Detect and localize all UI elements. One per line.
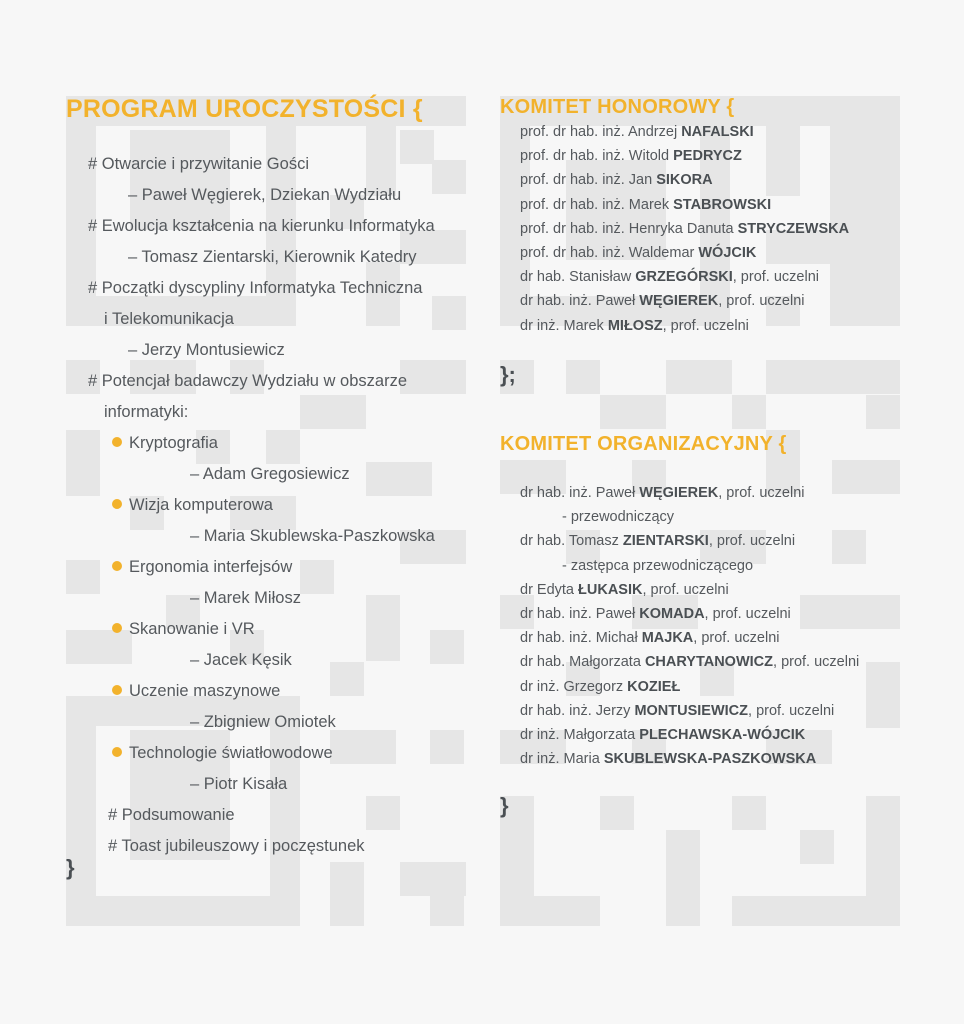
program-topic-text: Wizja komputerowa [129,496,273,514]
member-title-firstname: dr hab. inż. Paweł [520,606,640,622]
program-speaker-text: – Tomasz Zientarski, Kierownik Katedry [128,248,417,266]
member-title-firstname: dr inż. Małgorzata [520,727,640,743]
member-surname: GRZEGÓRSKI [635,269,733,286]
member-surname: ZIENTARSKI [622,533,709,550]
honorary-committee-title: KOMITET HONOROWY { [500,96,735,118]
program-topic-speaker-text: – Marek Miłosz [190,589,301,607]
program-topic-speaker [190,775,287,794]
program-topic-text: Skanowanie i VR [129,620,255,638]
program-item-continuation-text: i Telekomunikacja [104,310,234,328]
member-surname: ŁUKASIK [578,581,643,598]
member-affiliation: , prof. uczelni [718,293,805,310]
committee-member [520,654,859,670]
program-item [108,806,235,825]
member-surname: PLECHAWSKA-WÓJCIK [639,727,806,743]
program-item [108,837,365,856]
program-speaker [128,186,401,205]
committee-member [520,582,729,598]
program-speaker-text: – Jerzy Montusiewicz [128,341,285,359]
member-affiliation: , prof. uczelni [704,606,791,622]
member-affiliation: , prof. uczelni [642,581,729,598]
committee-member [520,148,742,164]
member-surname: STRYCZEWSKA [737,220,850,237]
member-title-firstname: prof. dr hab. inż. Andrzej [520,124,682,140]
program-topic-speaker-text: – Maria Skublewska-Paszkowska [190,527,435,545]
program-item-text: # Otwarcie i przywitanie Gości [88,155,309,173]
program-topic [112,744,333,763]
program-topic-speaker-text: – Jacek Kęsik [190,651,292,669]
member-title-firstname: prof. dr hab. inż. Witold [520,148,674,165]
program-topic-speaker [190,527,435,546]
program-item [88,372,407,391]
program-topic [112,620,255,639]
program-topic [112,434,218,453]
program-topic-text: Technologie światłowodowe [129,744,333,762]
organizing-committee-title: KOMITET ORGANIZACYJNY { [500,433,787,455]
member-surname: KOMADA [639,606,705,622]
member-title-firstname: prof. dr hab. inż. Jan [520,172,657,189]
member-surname: STABROWSKI [673,196,772,213]
member-surname: SIKORA [656,172,713,189]
program-item-text: # Potencjał badawczy Wydziału w obszarze [88,372,408,390]
member-title-firstname: dr hab. Stanisław [520,269,636,286]
program-topic-speaker [190,651,292,670]
program-topic [112,682,280,701]
program-speaker [128,248,417,267]
member-surname: MONTUSIEWICZ [634,702,749,719]
committee-member [520,703,834,719]
program-item [88,279,422,298]
program-topic-speaker-text: – Zbigniew Omiotek [190,713,336,731]
program-item-continuation [104,310,234,329]
organizing-closing-brace: } [500,793,509,818]
program-topic-speaker [190,589,301,608]
committee-member [520,318,749,334]
member-title-firstname: dr inż. Grzegorz [520,678,628,695]
member-surname: PEDRYCZ [673,148,742,165]
program-item [88,217,435,236]
committee-member [520,245,756,261]
member-surname: MAJKA [641,630,694,647]
member-surname: MIŁOSZ [607,317,663,334]
member-title-firstname: dr hab. inż. Jerzy [520,702,635,719]
member-affiliation: , prof. uczelni [748,702,835,719]
member-role: - przewodniczący [562,509,675,526]
member-surname: WĘGIEREK [639,485,719,501]
program-topic-text: Kryptografia [129,434,218,452]
member-affiliation: , prof. uczelni [662,317,749,334]
committee-member [520,172,713,188]
member-title-firstname: dr inż. Maria [520,751,604,768]
member-surname: WÓJCIK [698,245,757,261]
program-speaker [128,341,285,360]
member-title-firstname: prof. dr hab. inż. Henryka Danuta [520,220,738,237]
committee-member [520,124,754,140]
member-title-firstname: dr inż. Marek [520,317,608,334]
program-topic [112,558,292,577]
member-title-firstname: prof. dr hab. inż. Waldemar [520,245,699,261]
member-title-firstname: dr hab. inż. Paweł [520,293,640,310]
bullet-icon [112,499,122,509]
member-surname: WĘGIEREK [639,293,719,310]
program-item-text: # Podsumowanie [108,806,235,824]
member-title-firstname: dr hab. inż. Paweł [520,485,640,501]
committee-member [520,727,805,743]
program-topic-speaker-text: – Piotr Kisała [190,775,288,793]
program-topic-speaker [190,465,350,484]
honorary-closing-brace: }; [500,362,516,387]
committee-member [520,221,849,237]
member-title-firstname: dr hab. inż. Michał [520,630,642,647]
committee-member [520,679,680,695]
committee-member [520,751,816,767]
member-surname: NAFALSKI [681,124,754,140]
member-title-firstname: dr hab. Małgorzata [520,654,645,671]
member-title-firstname: dr Edyta [520,581,579,598]
bullet-icon [112,561,122,571]
program-topic-speaker-text: – Adam Gregosiewicz [190,465,350,483]
member-role: - zastępca przewodniczącego [562,557,754,574]
program-item-text: # Ewolucja kształcenia na kierunku Informatyka [88,217,435,235]
committee-member [520,533,795,549]
program-topic-speaker [190,713,336,732]
member-affiliation: , prof. uczelni [693,630,780,647]
committee-member [520,197,771,213]
committee-member [520,293,805,309]
committee-member [520,485,805,501]
program-closing-brace: } [66,855,75,880]
member-affiliation: , prof. uczelni [708,533,796,550]
committee-member [520,269,819,285]
program-item-continuation [104,403,188,422]
bullet-icon [112,747,122,757]
program-title: PROGRAM UROCZYSTOŚCI { [66,95,423,123]
program-speaker-text: – Paweł Węgierek, Dziekan Wydziału [128,186,402,204]
member-affiliation: , prof. uczelni [732,269,819,286]
committee-member [520,606,791,622]
member-surname: CHARYTANOWICZ [644,654,774,671]
committee-member [520,630,780,646]
program-topic-text: Ergonomia interfejsów [129,558,293,576]
bullet-icon [112,437,122,447]
member-surname: KOZIEŁ [627,678,681,695]
member-surname: SKUBLEWSKA-PASZKOWSKA [603,751,817,768]
program-topic-text: Uczenie maszynowe [129,682,281,700]
program-topic [112,496,273,515]
program-item-continuation-text: informatyki: [104,403,189,421]
member-affiliation: , prof. uczelni [718,485,805,501]
bullet-icon [112,623,122,633]
program-item-text: # Początki dyscypliny Informatyka Techniczna [88,279,423,297]
program-item-text: # Toast jubileuszowy i poczęstunek [108,837,365,855]
bullet-icon [112,685,122,695]
member-title-firstname: dr hab. Tomasz [520,533,623,550]
member-title-firstname: prof. dr hab. inż. Marek [520,196,674,213]
member-affiliation: , prof. uczelni [773,654,860,671]
program-item [88,155,309,174]
